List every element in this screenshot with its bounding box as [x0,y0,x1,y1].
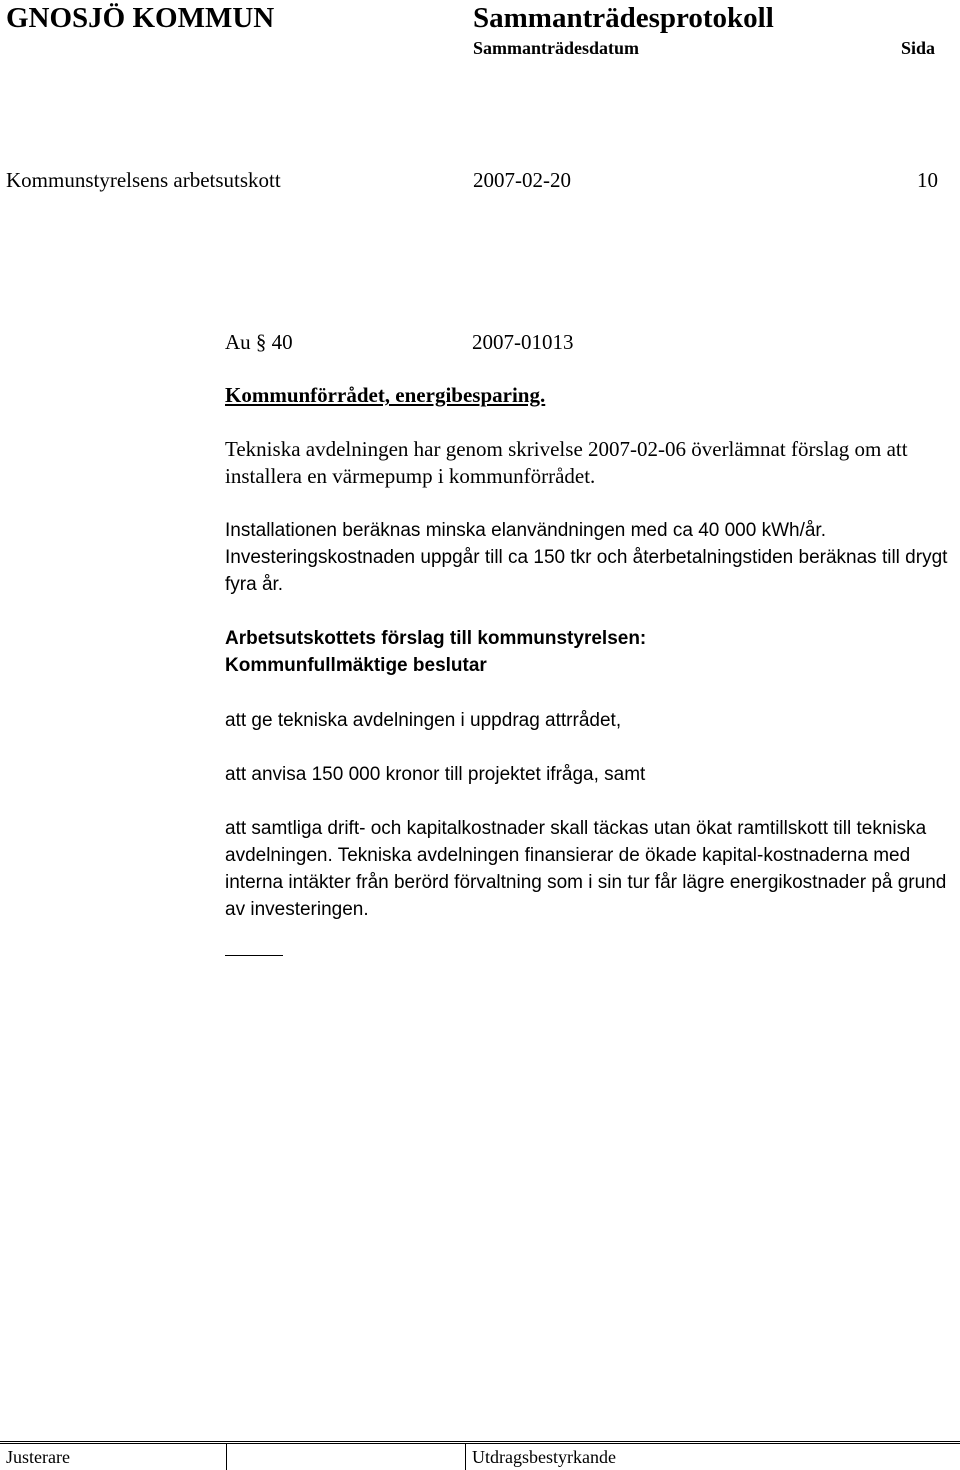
proposal-heading: Arbetsutskottets förslag till kommunstyrelsen: [225,628,647,649]
body-paragraph: Investeringskostnaden uppgår till ca 150 tkr och återbetalningstiden beräknas till drygt fyra år. [225,547,948,595]
meeting-date: 2007-02-20 [473,168,571,192]
paragraph-reference: Au § 40 [225,330,293,354]
meeting-date-label: Sammanträdesdatum [473,38,640,58]
page-label: Sida [901,38,936,58]
footer-divider [465,1443,466,1470]
footer-rule [0,1441,960,1442]
footer-rule [0,1443,960,1444]
diary-number: 2007-01013 [472,330,574,354]
end-of-item-rule [225,955,283,956]
decision-item: att samtliga drift- och kapitalkostnader skall täckas utan ökat ramtillskott till tekniska avdelningen. Tekniska avdelningen finansierar de ökade kapital-kostnaderna med interna intäkter från berörd förvaltning som i sin tur får lägre energikostnader på grund av investeringen. [225,818,947,920]
page-number: 10 [917,168,938,192]
item-title: Kommunförrådet, energibesparing. [225,383,546,407]
decision-heading: Kommunfullmäktige beslutar [225,655,487,676]
adjuster-label: Justerare [6,1447,70,1467]
committee-name: Kommunstyrelsens arbetsutskott [6,168,281,192]
minutes-item [225,329,955,956]
extract-certification-label: Utdragsbestyrkande [472,1447,616,1467]
footer-divider [226,1443,227,1470]
document-type: Sammanträdesprotokoll [473,2,774,34]
organization-name: GNOSJÖ KOMMUN [6,2,275,34]
body-paragraph: Installationen beräknas minska elanvändningen med ca 40 000 kWh/år. [225,520,826,541]
decision-item: att ge tekniska avdelningen i uppdrag attrrådet, [225,710,622,731]
item-reference-line [225,329,955,355]
decision-item: att anvisa 150 000 kronor till projektet ifråga, samt [225,764,646,785]
body-paragraph: Tekniska avdelningen har genom skrivelse 2007-02-06 överlämnat förslag om att installera en värmepump i kommunförrådet. [225,437,908,488]
